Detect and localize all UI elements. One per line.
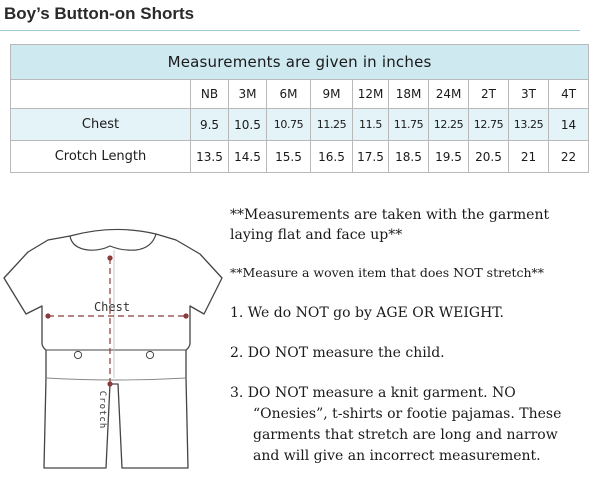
size-header: 18M (389, 80, 429, 109)
table-row-crotch-length (11, 141, 589, 173)
row-label: Chest (11, 109, 191, 141)
table-cell: 13.5 (191, 141, 229, 173)
size-header: 4T (549, 80, 589, 109)
size-header: 24M (429, 80, 469, 109)
header-corner-cell (11, 80, 191, 109)
table-cell: 14 (549, 109, 589, 141)
size-header: NB (191, 80, 229, 109)
table-cell: 18.5 (389, 141, 429, 173)
list-item-knit-line3: garments that stretch are long and narrow (253, 427, 558, 443)
list-item-measure-child: 2. DO NOT measure the child. (230, 345, 445, 361)
table-cell: 11.75 (389, 109, 429, 141)
table-cell: 13.25 (509, 109, 549, 141)
size-header-row (11, 80, 589, 109)
chest-label: Chest (93, 300, 131, 314)
table-caption: Measurements are given in inches (11, 45, 589, 80)
collar (70, 229, 156, 250)
table-cell: 12.75 (469, 109, 509, 141)
table-cell: 19.5 (429, 141, 469, 173)
table-cell: 9.5 (191, 109, 229, 141)
button-right (146, 351, 153, 358)
table-cell: 16.5 (311, 141, 353, 173)
list-item-knit-line4: and will give an incorrect measurement. (253, 448, 541, 464)
measurement-table (10, 44, 589, 173)
table-cell: 10.75 (267, 109, 311, 141)
table-cell: 22 (549, 141, 589, 173)
crotch-dot-bottom (107, 381, 112, 386)
table-caption-row (11, 45, 589, 80)
garment-diagram (0, 218, 224, 486)
size-header: 12M (353, 80, 389, 109)
table-cell: 14.5 (229, 141, 267, 173)
button-left (74, 351, 81, 358)
title-divider (0, 30, 580, 31)
table-cell: 17.5 (353, 141, 389, 173)
table-cell: 12.25 (429, 109, 469, 141)
table-cell: 10.5 (229, 109, 267, 141)
table-row-chest (11, 109, 589, 141)
size-header: 6M (267, 80, 311, 109)
list-item-knit-line1: 3. DO NOT measure a knit garment. NO (230, 385, 516, 401)
table-cell: 15.5 (267, 141, 311, 173)
chest-dot-right (183, 313, 188, 318)
table-cell: 21 (509, 141, 549, 173)
note-measure-flat-line1: **Measurements are taken with the garment (230, 207, 550, 223)
note-measure-flat-line2: laying flat and face up** (230, 227, 403, 243)
table-cell: 11.25 (311, 109, 353, 141)
size-header: 2T (469, 80, 509, 109)
page-title: Boy’s Button-on Shorts (4, 4, 195, 23)
note-woven-item: **Measure a woven item that does NOT stretch** (230, 265, 545, 280)
table-cell: 20.5 (469, 141, 509, 173)
crotch-dot-top (107, 255, 112, 260)
crotch-label: Crotch (97, 390, 107, 430)
list-item-knit-line2: “Onesies”, t-shirts or footie pajamas. These (253, 406, 562, 422)
list-item-age-weight: 1. We do NOT go by AGE OR WEIGHT. (230, 305, 505, 321)
size-header: 3M (229, 80, 267, 109)
row-label: Crotch Length (11, 141, 191, 173)
size-header: 9M (311, 80, 353, 109)
size-header: 3T (509, 80, 549, 109)
chest-dot-left (45, 313, 50, 318)
table-cell: 11.5 (353, 109, 389, 141)
